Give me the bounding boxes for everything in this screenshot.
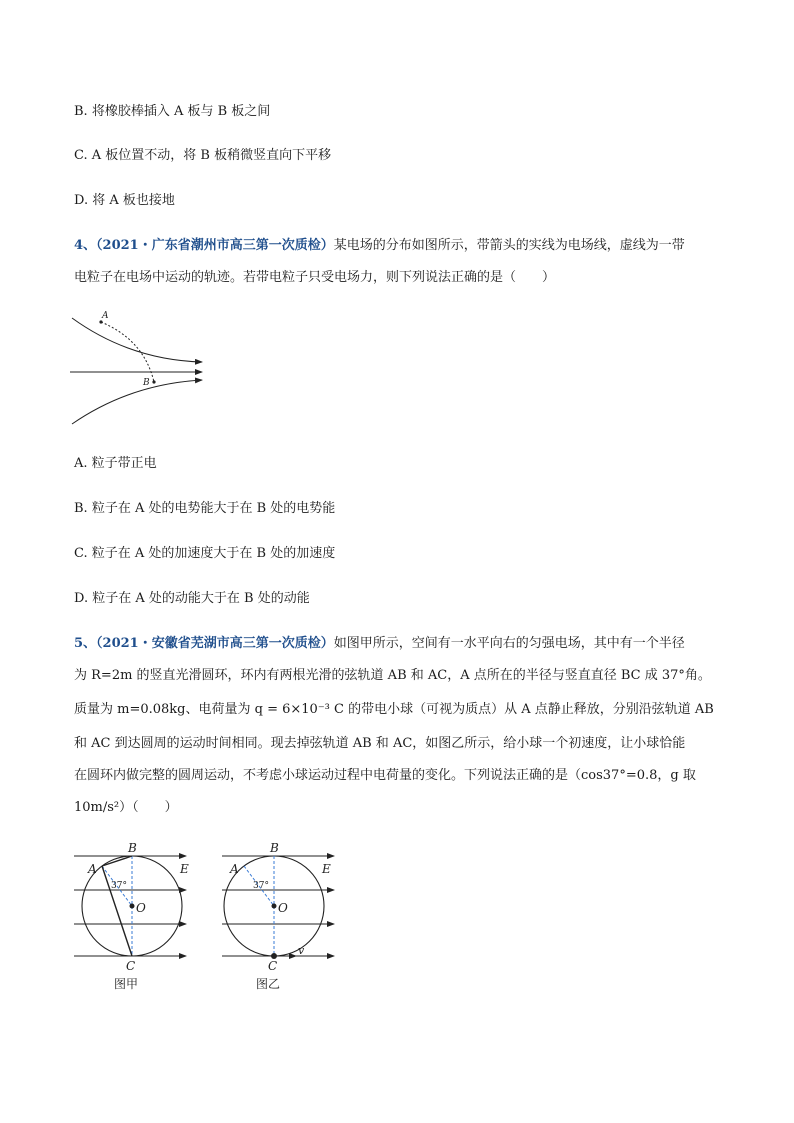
field-line-upper (72, 318, 202, 362)
q4-electric-field-figure (66, 304, 212, 432)
particle-trajectory (101, 322, 154, 382)
label-a: A (88, 862, 97, 876)
q4-option-a: A. 粒子带正电 (74, 456, 157, 471)
label-e: E (180, 862, 189, 876)
caption-jia: 图甲 (114, 977, 139, 991)
center-dot (272, 904, 277, 909)
chord-ac (102, 866, 132, 956)
q4-stem-line2: 电粒子在电场中运动的轨迹。若带电粒子只受电场力，则下列说法正确的是（ ） (74, 270, 556, 285)
q5-stem-line6: 10m/s²）（ ） (74, 800, 178, 815)
q4-option-b: B. 粒子在 A 处的电势能大于在 B 处的电势能 (74, 501, 336, 516)
label-b: B (143, 378, 150, 388)
q5-number: 5、 (74, 636, 97, 651)
center-dot (130, 904, 135, 909)
q5-stem-line5: 在圆环内做完整的圆周运动，不考虑小球运动过程中电荷量的变化。下列说法正确的是（cos37°=0.8，g 取 (74, 768, 696, 783)
q4-stem-text1: 某电场的分布如图所示，带箭头的实线为电场线，虚线为一带 (333, 238, 685, 253)
label-o: O (278, 901, 288, 915)
label-angle: 37° (111, 881, 127, 891)
label-e: E (322, 862, 331, 876)
caption-yi: 图乙 (256, 977, 281, 991)
point-b-dot (152, 380, 155, 383)
q5-stem-text1: 如图甲所示，空间有一水平向右的匀强电场，其中有一个半径 (333, 636, 685, 651)
q4-number: 4、 (74, 238, 97, 253)
q4-stem-line1 (74, 236, 685, 256)
label-v: v (298, 944, 305, 957)
label-a: A (230, 862, 239, 876)
q5-source: （2021・安徽省芜湖市高三第一次质检） (96, 636, 334, 651)
label-b: B (128, 841, 137, 855)
q5-figure-jia (66, 836, 202, 998)
q3-option-d: D. 将 A 板也接地 (74, 193, 175, 208)
q4-option-c: C. 粒子在 A 处的加速度大于在 B 处的加速度 (74, 546, 336, 561)
label-angle: 37° (253, 881, 269, 891)
q5-stem-line1 (74, 634, 685, 654)
label-c: C (126, 959, 136, 973)
field-line-lower (72, 380, 202, 424)
q5-stem-line4: 和 AC 到达圆周的运动时间相同。现去掉弦轨道 AB 和 AC，如图乙所示，给小球一个初速度，让小球恰能 (74, 736, 686, 751)
q4-option-d: D. 粒子在 A 处的动能大于在 B 处的动能 (74, 591, 310, 606)
q4-source: （2021・广东省潮州市高三第一次质检） (96, 238, 334, 253)
label-a: A (102, 311, 109, 321)
q3-option-c: C. A 板位置不动，将 B 板稍微竖直向下平移 (74, 148, 332, 163)
q3-option-b: B. 将橡胶棒插入 A 板与 B 板之间 (74, 104, 271, 119)
q5-stem-line2: 为 R=2m 的竖直光滑圆环，环内有两根光滑的弦轨道 AB 和 AC，A 点所在的半径与竖直直径 BC 成 37°角。 (74, 668, 711, 683)
label-b: B (270, 841, 279, 855)
chord-ab (102, 856, 132, 866)
label-c: C (268, 959, 278, 973)
q5-stem-line3: 质量为 m=0.08kg、电荷量为 q = 6×10⁻³ C 的带电小球（可视为质点）从 A 点静止释放，分别沿弦轨道 AB (74, 702, 714, 717)
label-o: O (136, 901, 146, 915)
q5-figure-yi (214, 836, 350, 998)
